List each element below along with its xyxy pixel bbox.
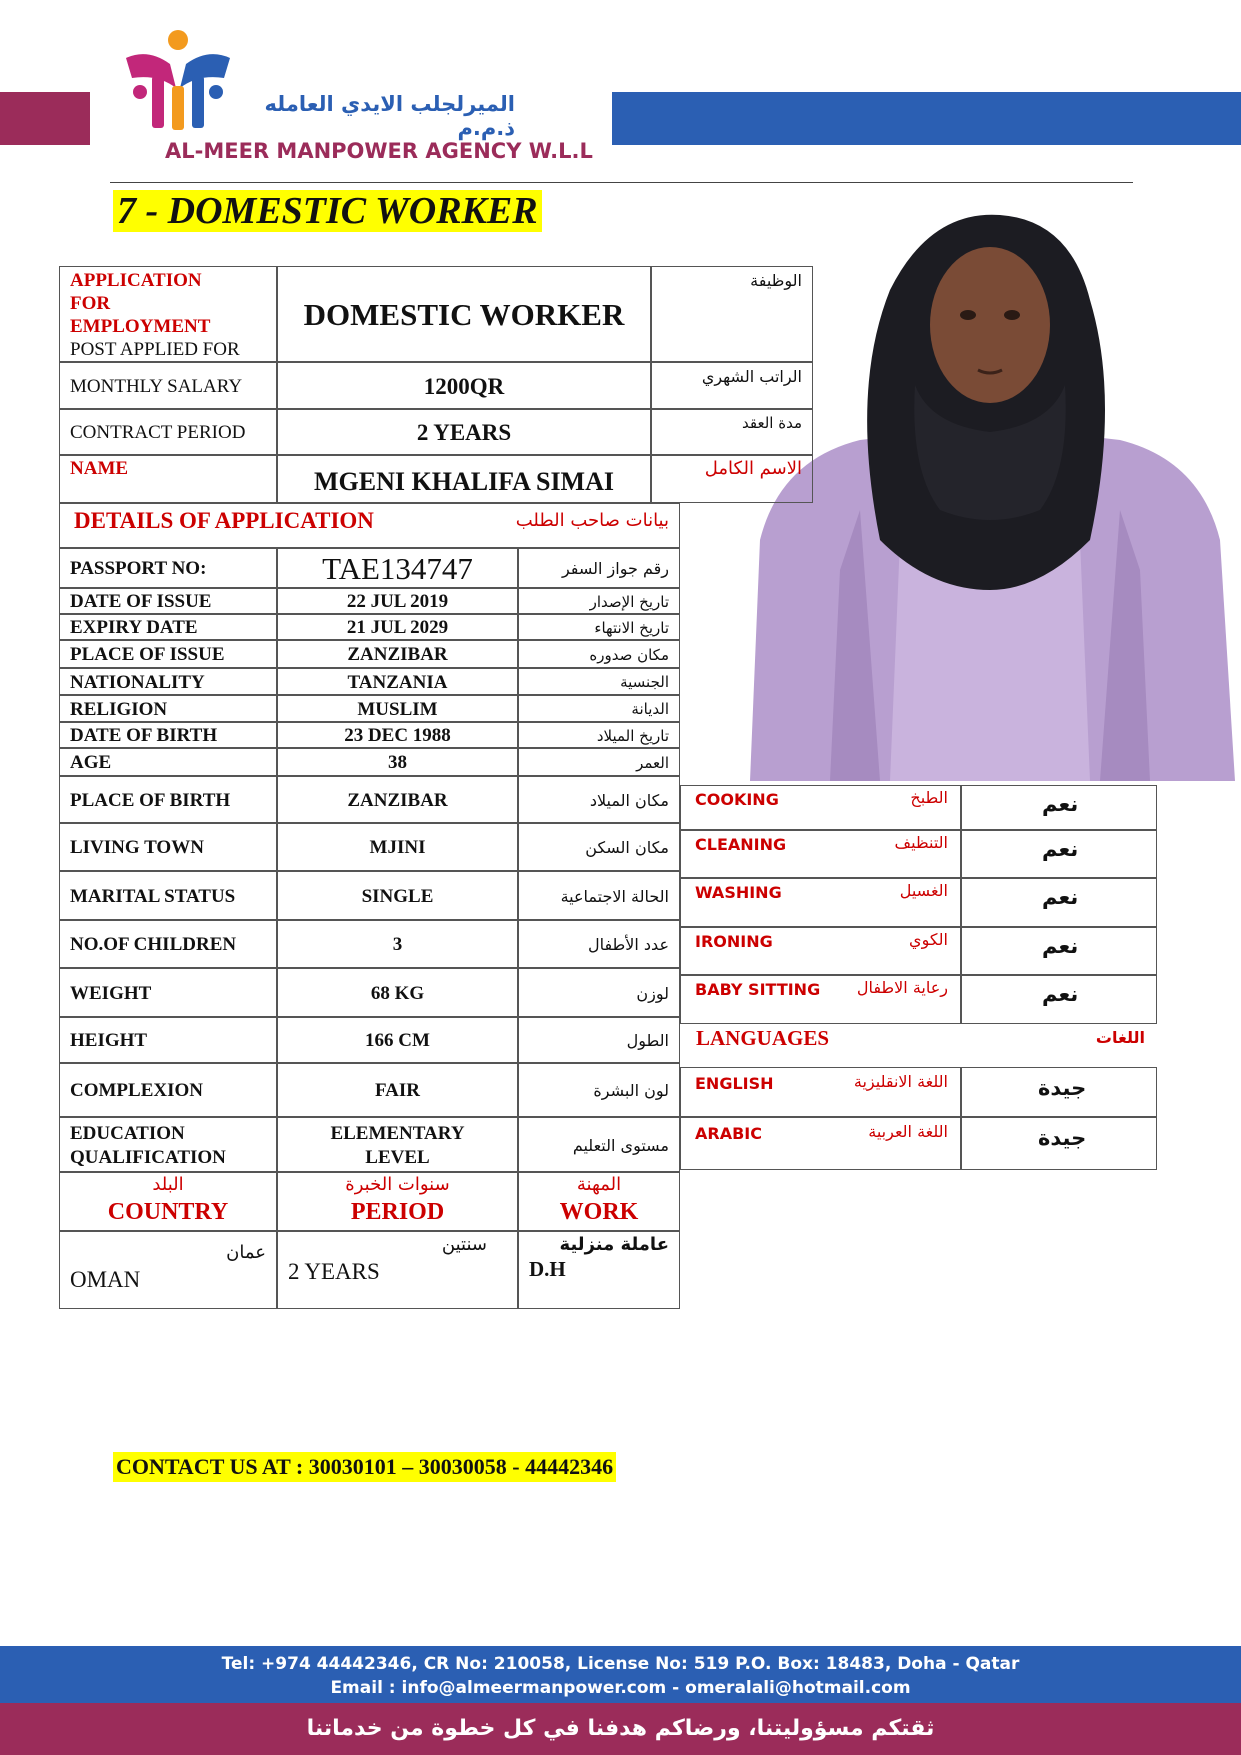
education-value-2: LEVEL bbox=[365, 1147, 430, 1168]
skill-name: WASHING bbox=[695, 883, 782, 902]
contract-value-cell bbox=[277, 409, 651, 455]
name-ar-cell bbox=[651, 455, 813, 503]
language-level-cell bbox=[961, 1117, 1157, 1170]
detail-label-arabic: الحالة الاجتماعية bbox=[560, 887, 669, 906]
detail-value-cell bbox=[277, 614, 518, 640]
detail-label-cell bbox=[59, 695, 277, 722]
detail-label-cell bbox=[59, 668, 277, 695]
skill-name: COOKING bbox=[695, 790, 779, 809]
detail-value-cell bbox=[277, 588, 518, 614]
name-label: NAME bbox=[70, 458, 129, 479]
skill-answer: نعم bbox=[1042, 837, 1079, 861]
detail-label-arabic: عدد الأطفال bbox=[587, 935, 669, 954]
skill-answer-cell bbox=[961, 927, 1157, 975]
header-divider bbox=[110, 182, 1133, 183]
detail-label-cell bbox=[59, 748, 277, 776]
company-name-arabic: الميرلجلب الايدي العامله ذ.م.م bbox=[264, 92, 515, 140]
name-label-arabic: الاسم الكامل bbox=[704, 458, 802, 479]
detail-ar-cell bbox=[518, 748, 680, 776]
exp-country-arabic: البلد bbox=[152, 1174, 184, 1195]
detail-label: AGE bbox=[70, 752, 112, 773]
skill-answer: نعم bbox=[1042, 792, 1079, 816]
detail-label-arabic: مكان الميلاد bbox=[589, 791, 669, 810]
footer-info-band bbox=[0, 1646, 1241, 1703]
detail-label: MARITAL STATUS bbox=[70, 886, 236, 907]
detail-value: 22 JUL 2019 bbox=[346, 591, 449, 612]
exp-period-cell bbox=[277, 1231, 518, 1309]
skill-answer-cell bbox=[961, 975, 1157, 1024]
skill-answer-cell bbox=[961, 878, 1157, 927]
detail-ar-cell bbox=[518, 1063, 680, 1117]
skill-cell bbox=[680, 830, 961, 878]
detail-value-cell bbox=[277, 776, 518, 823]
company-name-english: AL-MEER MANPOWER AGENCY W.L.L bbox=[165, 139, 593, 163]
exp-work-cell bbox=[518, 1231, 680, 1309]
education-ar-cell bbox=[518, 1117, 680, 1172]
salary-value: 1200QR bbox=[423, 374, 505, 399]
contract-label-arabic: مدة العقد bbox=[742, 414, 802, 432]
passport-label-cell bbox=[59, 548, 277, 588]
detail-label: DATE OF BIRTH bbox=[70, 725, 218, 746]
detail-label-cell bbox=[59, 823, 277, 871]
detail-label: PLACE OF ISSUE bbox=[70, 644, 225, 665]
exp-country-label: COUNTRY bbox=[107, 1199, 229, 1225]
skill-answer-cell bbox=[961, 785, 1157, 830]
detail-label: DATE OF ISSUE bbox=[70, 591, 212, 612]
details-heading-arabic: بيانات صاحب الطلب bbox=[515, 510, 669, 531]
exp-row-work-arabic: عاملة منزلية bbox=[559, 1234, 669, 1255]
detail-ar-cell bbox=[518, 695, 680, 722]
detail-label-cell bbox=[59, 588, 277, 614]
salary-ar-cell bbox=[651, 362, 813, 409]
detail-value-cell bbox=[277, 871, 518, 920]
detail-label: HEIGHT bbox=[70, 1030, 148, 1051]
detail-label-arabic: العمر bbox=[636, 754, 669, 772]
skill-name-arabic: الطبخ bbox=[910, 788, 948, 807]
exp-period-header bbox=[277, 1172, 518, 1231]
salary-label-arabic: الراتب الشهري bbox=[701, 367, 802, 386]
detail-label-cell bbox=[59, 871, 277, 920]
detail-value-cell bbox=[277, 823, 518, 871]
languages-heading-arabic: اللغات bbox=[1095, 1028, 1145, 1047]
detail-label: LIVING TOWN bbox=[70, 837, 204, 858]
exp-row-country-arabic: عمان bbox=[226, 1242, 266, 1263]
detail-label-cell bbox=[59, 968, 277, 1017]
detail-value-cell bbox=[277, 1063, 518, 1117]
application-label-1: APPLICATION bbox=[70, 270, 202, 291]
language-level-cell bbox=[961, 1067, 1157, 1117]
detail-ar-cell bbox=[518, 614, 680, 640]
detail-ar-cell bbox=[518, 588, 680, 614]
detail-label-cell bbox=[59, 1017, 277, 1063]
exp-work-arabic: المهنة bbox=[576, 1174, 622, 1195]
language-cell bbox=[680, 1117, 961, 1170]
detail-value: SINGLE bbox=[361, 886, 434, 907]
contract-label: CONTRACT PERIOD bbox=[70, 422, 246, 443]
salary-label: MONTHLY SALARY bbox=[70, 376, 243, 397]
skill-name-arabic: الكوي bbox=[909, 930, 948, 949]
exp-row-country: OMAN bbox=[70, 1267, 141, 1292]
skill-answer: نعم bbox=[1042, 885, 1079, 909]
detail-value: 68 KG bbox=[370, 983, 425, 1004]
detail-value-cell bbox=[277, 1017, 518, 1063]
language-level: جيدة bbox=[1038, 1076, 1087, 1100]
detail-label-arabic: لوزن bbox=[636, 984, 669, 1003]
detail-value: 21 JUL 2029 bbox=[346, 617, 449, 638]
name-label-cell bbox=[59, 455, 277, 503]
header-right-band bbox=[612, 92, 1241, 145]
detail-value-cell bbox=[277, 968, 518, 1017]
detail-label: PLACE OF BIRTH bbox=[70, 790, 231, 811]
detail-label: EXPIRY DATE bbox=[70, 617, 198, 638]
page-title: 7 - DOMESTIC WORKER bbox=[113, 190, 542, 232]
education-value-1: ELEMENTARY bbox=[330, 1123, 465, 1144]
detail-ar-cell bbox=[518, 871, 680, 920]
detail-label: RELIGION bbox=[70, 699, 168, 720]
skill-answer-cell bbox=[961, 830, 1157, 878]
exp-row-work: D.H bbox=[529, 1257, 566, 1281]
detail-value: 3 bbox=[392, 934, 403, 955]
language-name-arabic: اللغة الانقليزية bbox=[853, 1072, 948, 1091]
contract-label-cell bbox=[59, 409, 277, 455]
language-name: ENGLISH bbox=[695, 1074, 774, 1093]
detail-value: FAIR bbox=[374, 1080, 421, 1101]
salary-label-cell bbox=[59, 362, 277, 409]
detail-label: COMPLEXION bbox=[70, 1080, 203, 1101]
detail-label: NO.OF CHILDREN bbox=[70, 934, 237, 955]
exp-row-period-arabic: سنتين bbox=[441, 1234, 487, 1255]
language-cell bbox=[680, 1067, 961, 1117]
languages-heading: LANGUAGES bbox=[696, 1026, 830, 1050]
detail-label-arabic: لون البشرة bbox=[593, 1081, 669, 1100]
exp-country-cell bbox=[59, 1231, 277, 1309]
contract-ar-cell bbox=[651, 409, 813, 455]
passport-value-cell bbox=[277, 548, 518, 588]
skill-name: BABY SITTING bbox=[695, 980, 821, 999]
contact-line: CONTACT US AT : 30030101 – 30030058 - 44442346 bbox=[113, 1452, 616, 1482]
application-label-2: FOR bbox=[70, 293, 111, 314]
details-heading: DETAILS OF APPLICATION bbox=[74, 508, 374, 533]
detail-label-arabic: الطول bbox=[626, 1031, 669, 1050]
header-left-band bbox=[0, 92, 90, 145]
detail-label-arabic: الجنسية bbox=[620, 673, 669, 691]
detail-ar-cell bbox=[518, 668, 680, 695]
exp-country-header bbox=[59, 1172, 277, 1231]
passport-label-arabic: رقم جواز السفر bbox=[561, 559, 669, 578]
detail-label-arabic: الديانة bbox=[631, 700, 669, 718]
applicant-photo bbox=[740, 210, 1241, 781]
education-label-cell bbox=[59, 1117, 277, 1172]
detail-label-cell bbox=[59, 776, 277, 823]
language-name: ARABIC bbox=[695, 1124, 762, 1143]
detail-label-arabic: تاريخ الانتهاء bbox=[594, 619, 669, 637]
detail-label-arabic: تاريخ الميلاد bbox=[596, 727, 669, 745]
skill-cell bbox=[680, 878, 961, 927]
passport-ar-cell bbox=[518, 548, 680, 588]
detail-value: TANZANIA bbox=[347, 672, 448, 693]
skill-name-arabic: الغسيل bbox=[899, 881, 948, 900]
exp-row-period: 2 YEARS bbox=[288, 1259, 380, 1284]
language-name-arabic: اللغة العربية bbox=[868, 1122, 948, 1141]
exp-work-header bbox=[518, 1172, 680, 1231]
post-applied-label: POST APPLIED FOR bbox=[70, 339, 240, 360]
skill-name-arabic: التنظيف bbox=[894, 833, 948, 852]
post-value-cell bbox=[277, 266, 651, 362]
detail-value-cell bbox=[277, 668, 518, 695]
detail-label-cell bbox=[59, 640, 277, 668]
post-label-cell bbox=[59, 266, 277, 362]
detail-value: 38 bbox=[388, 752, 407, 773]
detail-value: MJINI bbox=[369, 837, 426, 858]
skill-cell bbox=[680, 927, 961, 975]
detail-value: MUSLIM bbox=[357, 699, 438, 720]
details-heading-row bbox=[59, 503, 680, 548]
detail-ar-cell bbox=[518, 823, 680, 871]
name-value-cell bbox=[277, 455, 651, 503]
skill-name: IRONING bbox=[695, 932, 773, 951]
detail-label-cell bbox=[59, 614, 277, 640]
detail-label: WEIGHT bbox=[70, 983, 152, 1004]
exp-work-label: WORK bbox=[559, 1199, 639, 1225]
detail-label-arabic: تاريخ الإصدار bbox=[589, 593, 669, 611]
detail-value-cell bbox=[277, 640, 518, 668]
detail-ar-cell bbox=[518, 722, 680, 748]
education-label-1: EDUCATION bbox=[70, 1123, 185, 1144]
detail-label-cell bbox=[59, 1063, 277, 1117]
detail-ar-cell bbox=[518, 1017, 680, 1063]
detail-ar-cell bbox=[518, 776, 680, 823]
detail-value: ZANZIBAR bbox=[347, 644, 448, 665]
footer-address: Tel: +974 44442346, CR No: 210058, License No: 519 P.O. Box: 18483, Doha - Qatar bbox=[221, 1654, 1020, 1674]
skill-answer: نعم bbox=[1042, 982, 1079, 1006]
application-label-3: EMPLOYMENT bbox=[70, 316, 211, 337]
detail-label-cell bbox=[59, 920, 277, 968]
passport-label: PASSPORT NO: bbox=[70, 558, 207, 579]
detail-ar-cell bbox=[518, 920, 680, 968]
detail-ar-cell bbox=[518, 640, 680, 668]
detail-label-cell bbox=[59, 722, 277, 748]
contract-value: 2 YEARS bbox=[416, 420, 512, 445]
footer-email: Email : info@almeermanpower.com - omeralali@hotmail.com bbox=[330, 1678, 911, 1698]
detail-value-cell bbox=[277, 722, 518, 748]
detail-value-cell bbox=[277, 748, 518, 776]
post-label-arabic: الوظيفة bbox=[750, 271, 802, 290]
education-label-2: QUALIFICATION bbox=[70, 1147, 226, 1168]
education-value-cell bbox=[277, 1117, 518, 1172]
education-label-arabic: مستوى التعليم bbox=[572, 1136, 669, 1155]
footer-slogan: ثقتكم مسؤوليتنا، ورضاكم هدفنا في كل خطوة من خدماتنا bbox=[306, 1716, 935, 1741]
skill-cell bbox=[680, 785, 961, 830]
detail-value: 166 CM bbox=[365, 1030, 430, 1051]
detail-label-arabic: مكان صدوره bbox=[589, 646, 669, 664]
post-ar-cell bbox=[651, 266, 813, 362]
detail-value-cell bbox=[277, 695, 518, 722]
skill-name-arabic: رعاية الاطفال bbox=[856, 978, 948, 997]
detail-ar-cell bbox=[518, 968, 680, 1017]
post-value: DOMESTIC WORKER bbox=[303, 297, 625, 332]
detail-value: 23 DEC 1988 bbox=[344, 725, 451, 746]
detail-value: ZANZIBAR bbox=[347, 790, 448, 811]
detail-value-cell bbox=[277, 920, 518, 968]
skill-name: CLEANING bbox=[695, 835, 787, 854]
language-level: جيدة bbox=[1038, 1126, 1087, 1150]
salary-value-cell bbox=[277, 362, 651, 409]
footer-slogan-band bbox=[0, 1703, 1241, 1755]
exp-period-label: PERIOD bbox=[350, 1199, 445, 1225]
name-value: MGENI KHALIFA SIMAI bbox=[314, 467, 614, 496]
detail-label: NATIONALITY bbox=[70, 672, 205, 693]
detail-label-arabic: مكان السكن bbox=[585, 838, 669, 857]
passport-value: TAE134747 bbox=[322, 551, 473, 586]
skill-answer: نعم bbox=[1042, 934, 1079, 958]
skill-cell bbox=[680, 975, 961, 1024]
exp-period-arabic: سنوات الخبرة bbox=[345, 1174, 450, 1195]
